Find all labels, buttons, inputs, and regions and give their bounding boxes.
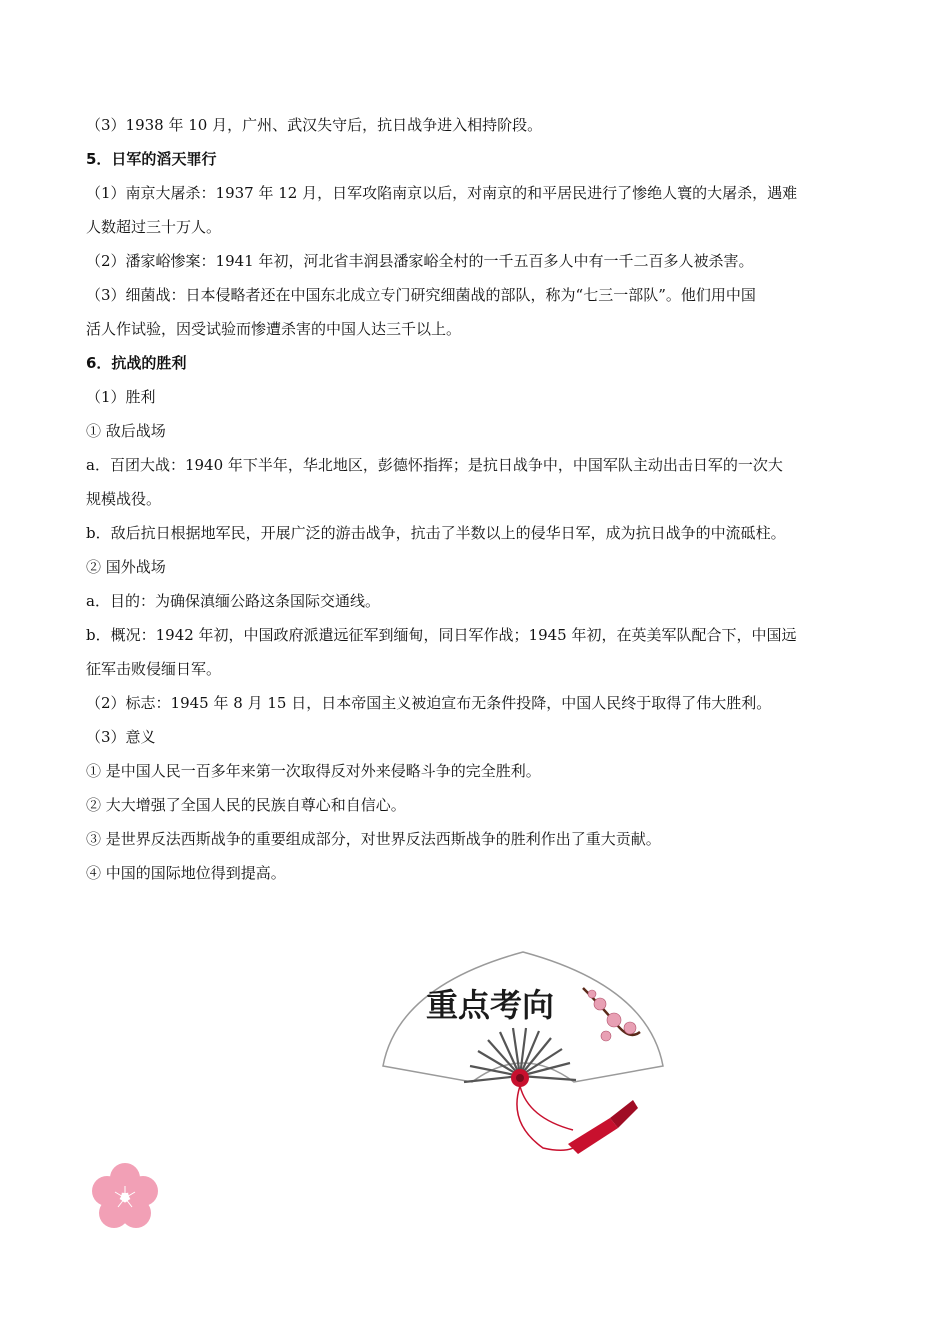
text-line: ② 国外战场 (86, 558, 166, 576)
text-line: ③ 是世界反法西斯战争的重要组成部分，对世界反法西斯战争的胜利作出了重大贡献。 (86, 830, 661, 848)
fan-banner-image (378, 948, 668, 1160)
section-heading: 6．抗战的胜利 (86, 354, 187, 372)
text-line: 活人作试验，因受试验而惨遭杀害的中国人达三千以上。 (86, 320, 462, 338)
text-line: （2）标志：1945 年 8 月 15 日，日本帝国主义被迫宣布无条件投降，中国人民终于取得了伟大胜利。 (86, 694, 772, 712)
text-line: ① 敌后战场 (86, 422, 166, 440)
text-line: （2）潘家峪惨案：1941 年初，河北省丰润县潘家峪全村的一千五百多人中有一千二百多人被杀害。 (86, 252, 754, 270)
section-heading: 5．日军的滔天罪行 (86, 150, 217, 168)
text-line: b．概况：1942 年初，中国政府派遣远征军到缅甸，同日军作战；1945 年初，在英美军队配合下，中国远 (86, 626, 797, 644)
text-line: ① 是中国人民一百多年来第一次取得反对外来侵略斗争的完全胜利。 (86, 762, 541, 780)
text-line: （3）细菌战：日本侵略者还在中国东北成立专门研究细菌战的部队，称为“七三一部队”。他们用中国 (86, 286, 756, 304)
blossom-icon (90, 1162, 160, 1232)
text-line: （3）1938 年 10 月，广州、武汉失守后，抗日战争进入相持阶段。 (86, 116, 543, 134)
text-line: a．百团大战：1940 年下半年，华北地区，彭德怀指挥；是抗日战争中，中国军队主动出击日军的一次大 (86, 456, 783, 474)
text-line: 规模战役。 (86, 490, 162, 508)
document-body (86, 108, 866, 890)
text-line: 征军击败侵缅日军。 (86, 660, 222, 678)
text-line: （3）意义 (86, 728, 156, 746)
text-line: （1）胜利 (86, 388, 156, 406)
text-line: （1）南京大屠杀：1937 年 12 月，日军攻陷南京以后，对南京的和平居民进行了惨绝人寰的大屠杀，遇难 (86, 184, 798, 202)
fan-title: 重点考向 (425, 986, 555, 1024)
text-line: b．敌后抗日根据地军民，开展广泛的游击战争，抗击了半数以上的侵华日军，成为抗日战争的中流砥柱。 (86, 524, 786, 542)
text-line: ④ 中国的国际地位得到提高。 (86, 864, 286, 882)
text-line: 人数超过三十万人。 (86, 218, 222, 236)
text-line: ② 大大增强了全国人民的民族自尊心和自信心。 (86, 796, 406, 814)
text-line: a．目的：为确保滇缅公路这条国际交通线。 (86, 592, 380, 610)
